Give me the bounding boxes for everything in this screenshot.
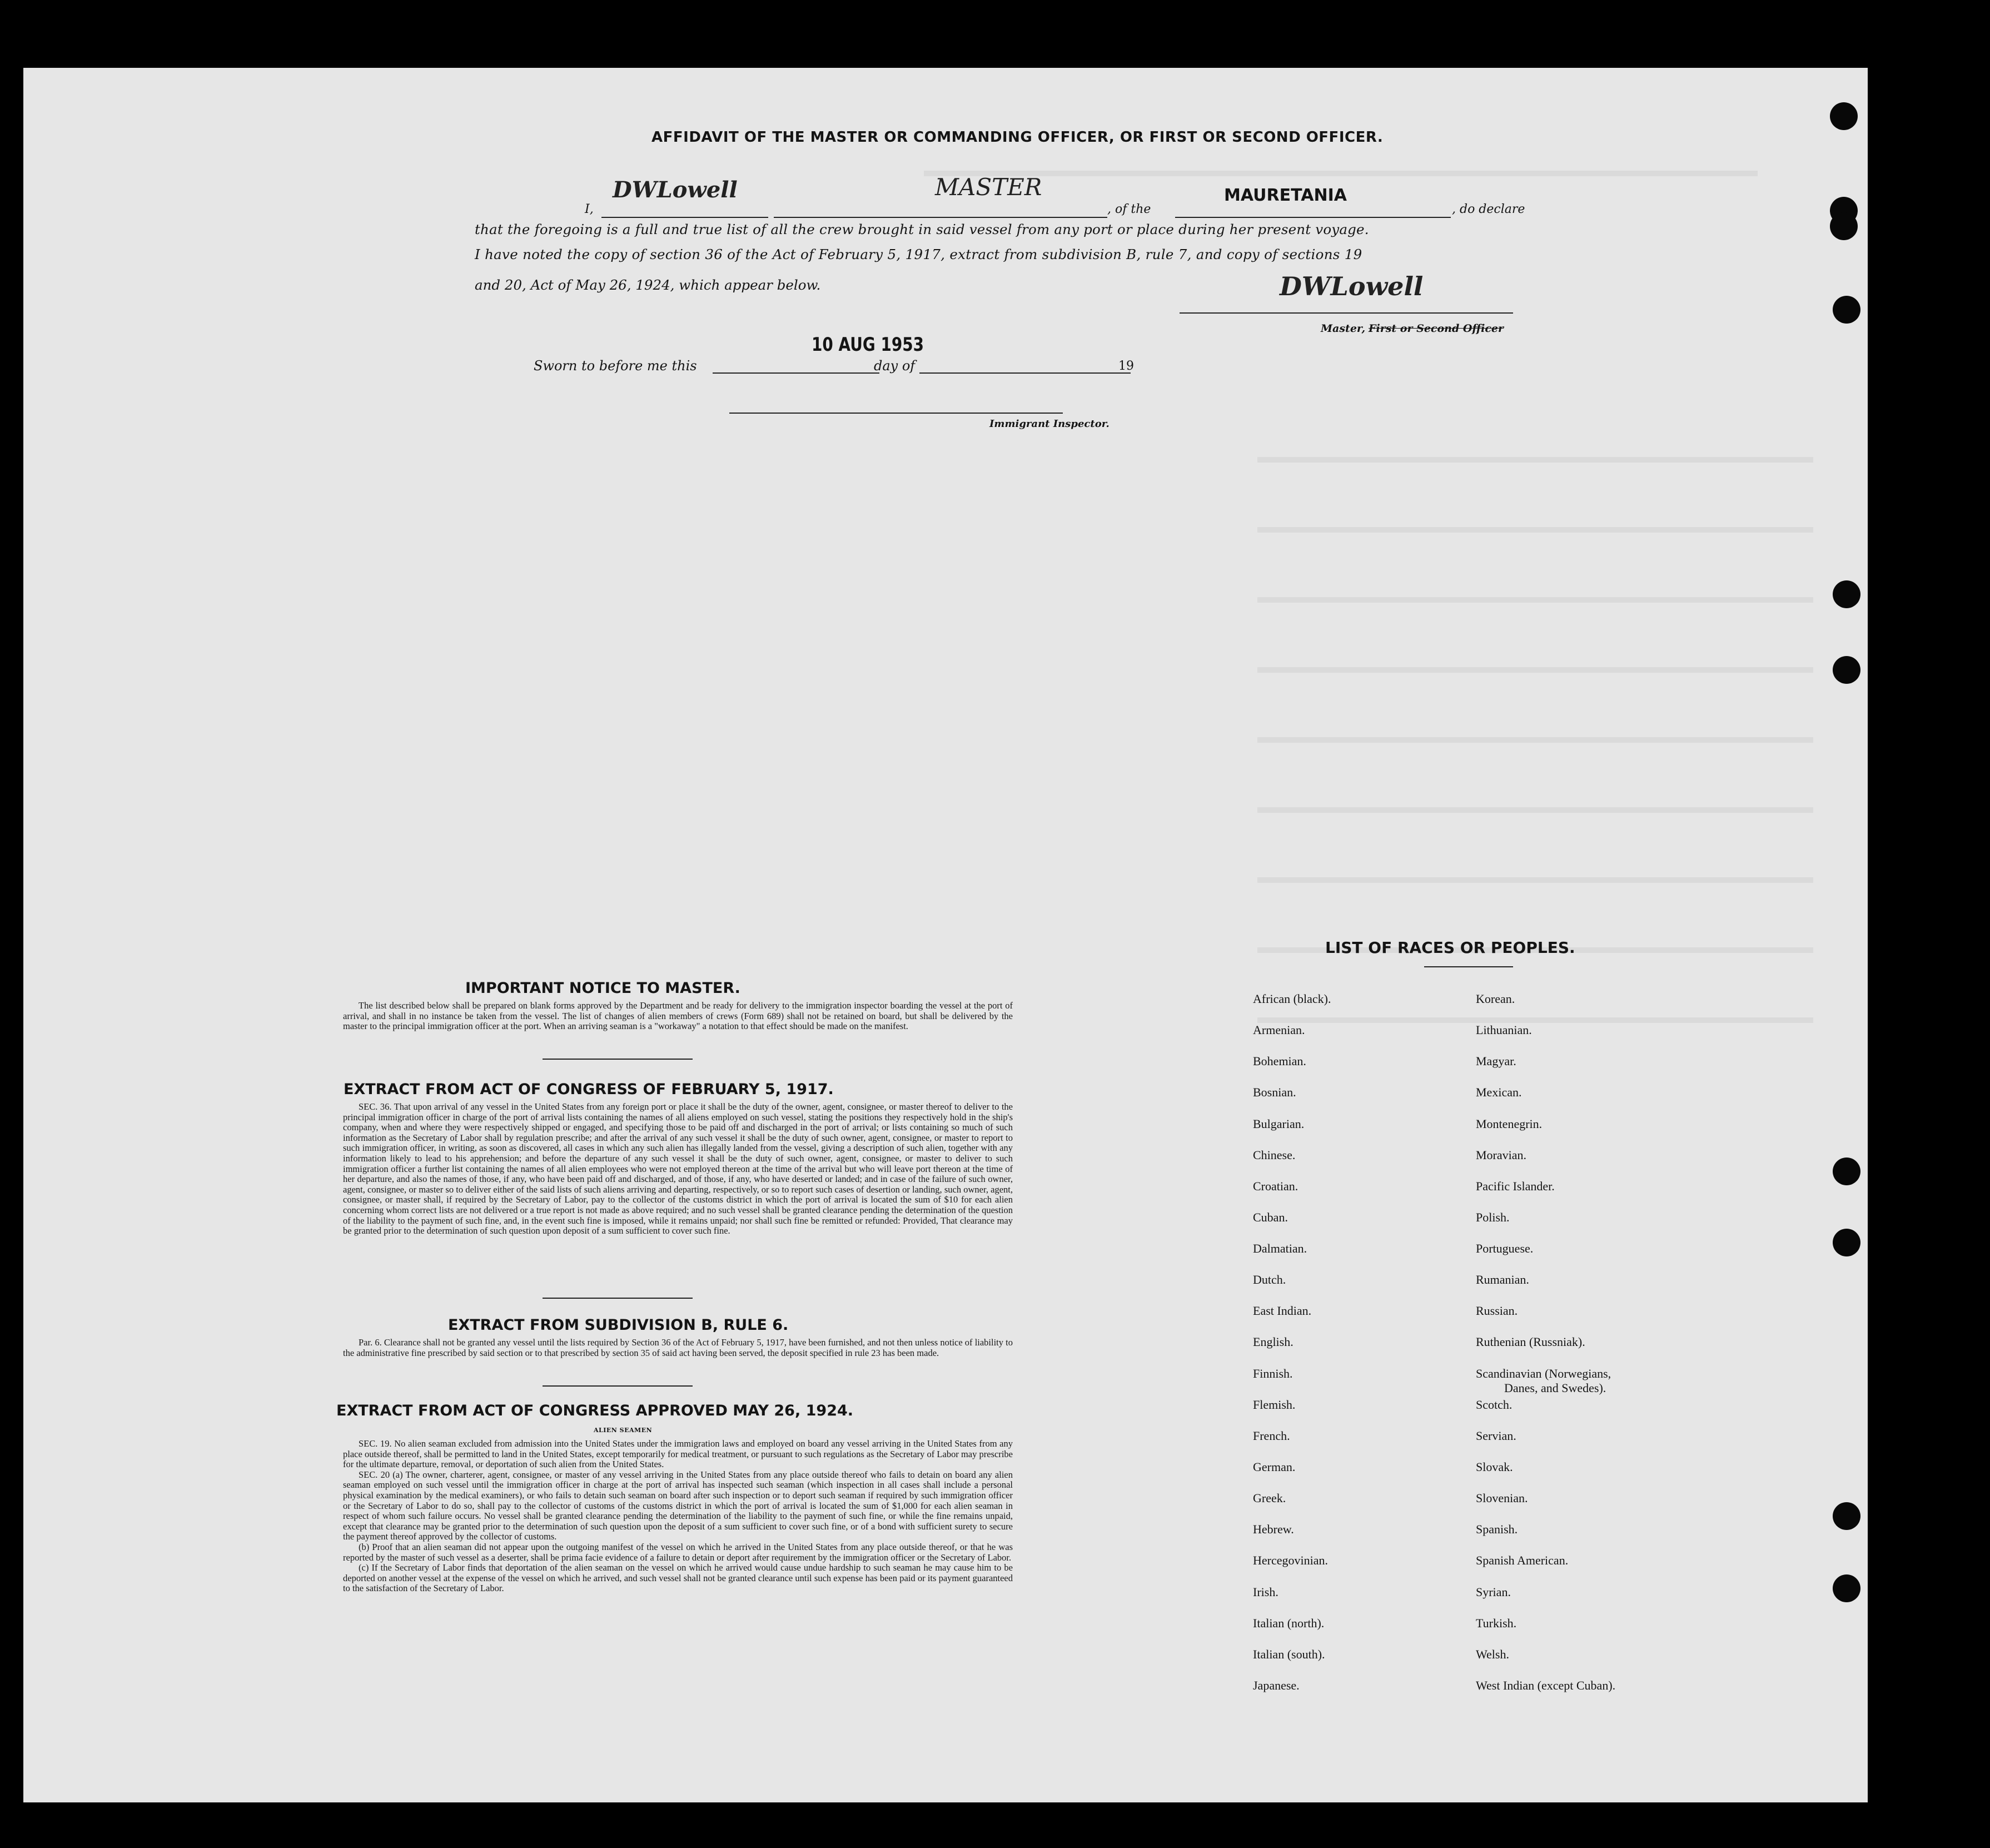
race-item: Slovak. bbox=[1476, 1460, 1513, 1474]
signer-handwritten: DWLowell bbox=[613, 177, 738, 203]
vessel-line bbox=[1175, 217, 1451, 218]
race-item: Japanese. bbox=[1253, 1678, 1300, 1692]
punch-hole bbox=[1833, 580, 1860, 608]
rule6-paragraph: Par. 6. Clearance shall not be granted any vessel until the lists required by Section 36 of the Act of February 5, 1917, have been furnished, and not then unless notice of liability to the administrative fine prescribed by said section or to that prescribed by section 35 of said act having been served, the deposit specified in rule 23 has been made. bbox=[343, 1337, 1013, 1358]
race-item: Italian (south). bbox=[1253, 1647, 1325, 1661]
race-item: Cuban. bbox=[1253, 1210, 1288, 1224]
month-line bbox=[919, 372, 1131, 374]
race-item: Magyar. bbox=[1476, 1054, 1516, 1068]
signature-line bbox=[1180, 312, 1513, 314]
race-item: Chinese. bbox=[1253, 1148, 1296, 1162]
sec19-paragraph: SEC. 19. No alien seaman excluded from admission into the United States under the immigration laws and employed on board any vessel arriving in the United States from any place outside thereof, shall be permitted to land in the United States, except temporarily for medical treatment, or pursuant to such regulations as the Secretary of Labor may prescribe for the ultimate departure, removal, or deportation of such alien from the United States. bbox=[343, 1438, 1013, 1470]
race-item: Spanish American. bbox=[1476, 1553, 1569, 1567]
race-item: Pacific Islander. bbox=[1476, 1179, 1555, 1193]
race-item: Italian (north). bbox=[1253, 1616, 1325, 1630]
title-master: Master, bbox=[1321, 322, 1366, 335]
race-item: Bosnian. bbox=[1253, 1085, 1296, 1099]
race-item: Irish. bbox=[1253, 1585, 1278, 1599]
position-line bbox=[774, 217, 1107, 218]
rule6-heading: EXTRACT FROM SUBDIVISION B, RULE 6. bbox=[448, 1317, 789, 1334]
sec20b-paragraph: (b) Proof that an alien seaman did not appear upon the outgoing manifest of the vessel on which he arrived in the United States from any place outside thereof, or that he was reported by the master of such vessel as a deserter, shall be prima facie evidence of a failure to detain or deport after requirement by the immigration officer or the Secretary of Labor. bbox=[343, 1541, 1013, 1563]
race-item: Greek. bbox=[1253, 1491, 1286, 1505]
rule6-divider bbox=[543, 1385, 693, 1387]
of-the-label: , of the bbox=[1107, 202, 1151, 216]
race-item: Russian. bbox=[1476, 1304, 1518, 1318]
race-item: French. bbox=[1253, 1429, 1290, 1443]
notice-text bbox=[343, 1001, 1013, 1032]
race-item: Servian. bbox=[1476, 1429, 1516, 1443]
race-item: Croatian. bbox=[1253, 1179, 1299, 1193]
punch-hole bbox=[1833, 1158, 1860, 1185]
race-item: Moravian. bbox=[1476, 1148, 1527, 1162]
race-item: Finnish. bbox=[1253, 1367, 1293, 1380]
notice-paragraph: The list described below shall be prepared on blank forms approved by the Department and be ready for delivery to the immigration inspector boarding the vessel at the port of arrival, and shall in no instance be taken from the vessel. The list of changes of alien members of crews (Form 689) shall not be retained on board, but shall be delivered by the master to the principal immigration officer at the port. When an arriving seaman is a "workaway" a notation to that effect should be made on the manifest. bbox=[343, 1000, 1013, 1032]
punch-hole bbox=[1833, 1502, 1860, 1530]
punch-hole bbox=[1830, 212, 1858, 240]
do-declare-label: , do declare bbox=[1452, 202, 1525, 216]
affidavit-heading: AFFIDAVIT OF THE MASTER OR COMMANDING OFFICER, OR FIRST OR SECOND OFFICER. bbox=[651, 129, 1384, 146]
extract-1924-text bbox=[343, 1439, 1013, 1594]
race-item: Montenegrin. bbox=[1476, 1117, 1543, 1131]
affidavit-line-3: and 20, Act of May 26, 1924, which appear below. bbox=[475, 277, 821, 293]
year-prefix: 19 bbox=[1118, 359, 1134, 373]
race-item: Bulgarian. bbox=[1253, 1117, 1305, 1131]
race-item: Dutch. bbox=[1253, 1273, 1286, 1286]
punch-hole bbox=[1833, 1229, 1860, 1256]
races-divider bbox=[1424, 966, 1513, 967]
date-stamp: 10 AUG 1953 bbox=[812, 334, 924, 356]
race-item: Syrian. bbox=[1476, 1585, 1511, 1599]
sec20c-paragraph: (c) If the Secretary of Labor finds that deportation of the alien seaman on the vessel on which he arrived would cause undue hardship to such seaman he may cause him to be deported on another vessel at the expense of the vessel on which he arrived, and such vessel shall not be granted clearance until such expense has been paid or its payment guaranteed to the satisfaction of the Secretary of Labor. bbox=[343, 1562, 1013, 1594]
race-item: Welsh. bbox=[1476, 1647, 1509, 1661]
race-item: Slovenian. bbox=[1476, 1491, 1528, 1505]
race-item: West Indian (except Cuban). bbox=[1476, 1678, 1616, 1692]
race-item-continued: Danes, and Swedes). bbox=[1504, 1381, 1606, 1395]
punch-hole bbox=[1833, 1574, 1860, 1602]
race-item: Hercegovinian. bbox=[1253, 1553, 1328, 1567]
race-item: Mexican. bbox=[1476, 1085, 1522, 1099]
affidavit-line-1: that the foregoing is a full and true list of all the crew brought in said vessel from any port or place during her present voyage. bbox=[475, 221, 1369, 237]
races-heading: LIST OF RACES OR PEOPLES. bbox=[1325, 938, 1575, 957]
race-item: German. bbox=[1253, 1460, 1296, 1474]
race-item: English. bbox=[1253, 1335, 1294, 1349]
race-item: Portuguese. bbox=[1476, 1241, 1534, 1255]
extract-1917-divider bbox=[543, 1298, 693, 1299]
race-item: Spanish. bbox=[1476, 1522, 1518, 1536]
race-item: Ruthenian (Russniak). bbox=[1476, 1335, 1585, 1349]
inspector-label: Immigrant Inspector. bbox=[989, 418, 1110, 430]
race-item: Scotch. bbox=[1476, 1398, 1513, 1412]
race-item: East Indian. bbox=[1253, 1304, 1312, 1318]
master-signature: DWLowell bbox=[1280, 271, 1424, 301]
punch-hole bbox=[1833, 656, 1860, 684]
notice-heading: IMPORTANT NOTICE TO MASTER. bbox=[465, 980, 740, 997]
race-item: African (black). bbox=[1253, 992, 1331, 1006]
extract-1917-paragraph: SEC. 36. That upon arrival of any vessel in the United States from any foreign port or place it shall be the duty of the owner, agent, consignee, or master thereof to deliver to the principal immigration officer in charge of the port of arrival lists containing the names of all aliens employed on such vessel, stating the positions they respectively hold in the ship's company, when and where they were respectively shipped or engaged, and specifying those to be paid off and discharged in the port of arrival; or lists containing so much of such information as the Secretary of Labor shall by regulation prescribe; and after the arrival of any such vessel it shall be the duty of such owner, agent, consignee, or master to report to such immigration officer, in writing, as soon as discovered, all cases in which any such alien has illegally landed from the vessel, giving a description of such alien, together with any information likely to lead to his apprehension; and before the departure of any such vessel it shall be the duty of such owner, agent, consignee, or master to deliver to such immigration officer a further list containing the names of all alien employees who were not employed thereon at the time of the arrival but who will leave port thereon at the time of her departure, and also the names of those, if any, who have been paid off and discharged, and of those, if any, who have deserted or landed; and in case of the failure of such owner, agent, consignee, or master so to deliver either of the said lists of such aliens arriving and departing, respectively, or so to report such cases of desertion or landing, such owner, agent, consignee, or master shall, if required by the Secretary of Labor, pay to the collector of the customs district in which the port of arrival is located the sum of $10 for each alien concerning whom correct lists are not delivered or a true report is not made as above required; and no such vessel shall be granted clearance pending the determination of the question of the liability to the payment of such fine, and, in the event such fine is imposed, while it remains unpaid; nor shall such fine be remitted or refunded: Provided, That clearance may be granted prior to the determination of such question upon deposit of a sum sufficient to cover such fine. bbox=[343, 1101, 1013, 1236]
sworn-date-line bbox=[713, 372, 879, 374]
race-item: Flemish. bbox=[1253, 1398, 1296, 1412]
race-item: Bohemian. bbox=[1253, 1054, 1306, 1068]
signer-line bbox=[601, 217, 768, 218]
race-item: Hebrew. bbox=[1253, 1522, 1294, 1536]
race-item: Polish. bbox=[1476, 1210, 1510, 1224]
race-item: Armenian. bbox=[1253, 1023, 1305, 1037]
race-item: Scandinavian (Norwegians, bbox=[1476, 1367, 1611, 1380]
race-item: Korean. bbox=[1476, 992, 1515, 1006]
document-page bbox=[23, 68, 1868, 1802]
punch-hole bbox=[1830, 102, 1858, 130]
race-item: Turkish. bbox=[1476, 1616, 1517, 1630]
vessel-stamp: MAURETANIA bbox=[1224, 186, 1347, 205]
race-item: Rumanian. bbox=[1476, 1273, 1529, 1286]
punch-hole bbox=[1833, 296, 1860, 324]
rule6-text bbox=[343, 1338, 1013, 1358]
alien-seamen-subheading: ALIEN SEAMEN bbox=[594, 1427, 653, 1434]
sworn-label: Sworn to before me this bbox=[534, 358, 697, 374]
affidavit-line-2: I have noted the copy of section 36 of the Act of February 5, 1917, extract from subdivision B, rule 7, and copy of sections 19 bbox=[475, 246, 1362, 262]
day-of-label: day of bbox=[874, 358, 916, 374]
race-item: Lithuanian. bbox=[1476, 1023, 1532, 1037]
inspector-line bbox=[729, 413, 1063, 414]
extract-1924-heading: EXTRACT FROM ACT OF CONGRESS APPROVED MAY 26, 1924. bbox=[336, 1402, 854, 1419]
title-struck: First or Second Officer bbox=[1369, 322, 1504, 335]
extract-1917-heading: EXTRACT FROM ACT OF CONGRESS OF FEBRUARY 5, 1917. bbox=[344, 1081, 834, 1098]
extract-1917-text bbox=[343, 1102, 1013, 1236]
position-handwritten: MASTER bbox=[935, 173, 1042, 201]
notice-divider bbox=[543, 1059, 693, 1060]
sec20a-paragraph: SEC. 20 (a) The owner, charterer, agent, consignee, or master of any vessel arriving in the United States from any place outside thereof who fails to detain on board any alien seaman employed on such vessel until the immigration officer in charge at the port of arrival has inspected such seaman (which inspection in all cases shall include a personal physical examination by the medical examiners), or who fails to detain such seaman on board after such inspection or to deport such seaman if required by such immigration officer or the Secretary of Labor to do so, shall pay to the collector of customs of the customs district in which the port of arrival is located the sum of $1,000 for each alien seaman in respect of whom such failure occurs. No vessel shall be granted clearance pending the determination of the liability to the payment of such fine, or while the fine remains unpaid, except that clearance may be granted prior to the determination of such question upon the deposit of a sum sufficient to cover such fine, or of a bond with sufficient surety to secure the payment thereof approved by the collector of customs. bbox=[343, 1469, 1013, 1542]
i-label: I, bbox=[585, 202, 594, 216]
race-item: Dalmatian. bbox=[1253, 1241, 1307, 1255]
